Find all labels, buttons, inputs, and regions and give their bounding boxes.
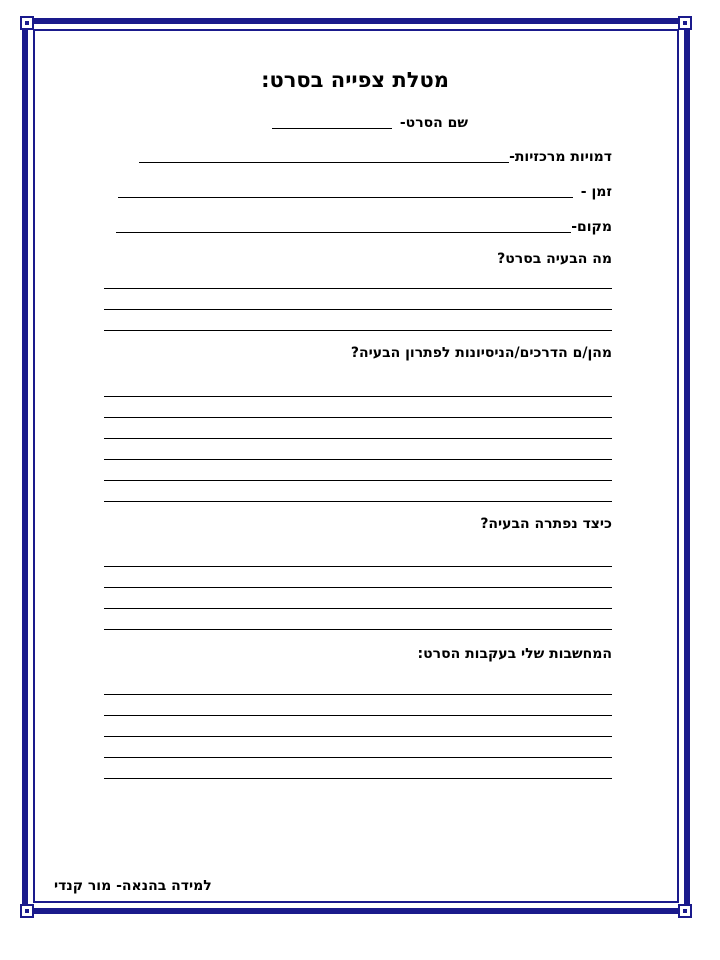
corner-ornament-bottom-left bbox=[20, 904, 34, 918]
answer-line[interactable] bbox=[104, 438, 612, 439]
answer-line[interactable] bbox=[104, 566, 612, 567]
answer-line[interactable] bbox=[104, 288, 612, 289]
answer-line[interactable] bbox=[104, 694, 612, 695]
question-problem: מה הבעיה בסרט? bbox=[497, 251, 612, 267]
answer-line[interactable] bbox=[104, 587, 612, 588]
time-row bbox=[118, 183, 612, 201]
answer-line[interactable] bbox=[104, 459, 612, 460]
place-row bbox=[116, 218, 612, 236]
answer-line[interactable] bbox=[104, 629, 612, 630]
answer-line[interactable] bbox=[104, 715, 612, 716]
answer-line[interactable] bbox=[104, 757, 612, 758]
main-characters-blank[interactable] bbox=[139, 162, 509, 163]
answer-line[interactable] bbox=[104, 309, 612, 310]
answer-line[interactable] bbox=[104, 480, 612, 481]
answer-line[interactable] bbox=[104, 330, 612, 331]
answer-line[interactable] bbox=[104, 608, 612, 609]
answer-line[interactable] bbox=[104, 778, 612, 779]
question-thoughts: המחשבות שלי בעקבות הסרט: bbox=[417, 646, 612, 662]
answer-line[interactable] bbox=[104, 736, 612, 737]
place-label: מקום- bbox=[571, 219, 612, 235]
corner-ornament-bottom-right bbox=[678, 904, 692, 918]
question-solutions: מהן/ם הדרכים/הניסיונות לפתרון הבעיה? bbox=[350, 345, 612, 361]
question-resolved: כיצד נפתרה הבעיה? bbox=[480, 516, 612, 532]
film-name-blank[interactable] bbox=[272, 128, 392, 129]
footer-credit: למידה בהנאה- מור קנדי bbox=[54, 878, 212, 894]
film-name-row bbox=[272, 114, 468, 132]
time-label: זמן - bbox=[580, 184, 612, 200]
answer-line[interactable] bbox=[104, 396, 612, 397]
film-name-label: שם הסרט- bbox=[399, 115, 468, 131]
place-blank[interactable] bbox=[116, 232, 571, 233]
time-blank[interactable] bbox=[118, 197, 573, 198]
worksheet-title: מטלת צפייה בסרט: bbox=[261, 68, 449, 92]
corner-ornament-top-left bbox=[20, 16, 34, 30]
answer-line[interactable] bbox=[104, 501, 612, 502]
main-characters-row bbox=[139, 148, 612, 166]
main-characters-label: דמויות מרכזיות- bbox=[509, 149, 612, 165]
corner-ornament-top-right bbox=[678, 16, 692, 30]
answer-line[interactable] bbox=[104, 417, 612, 418]
